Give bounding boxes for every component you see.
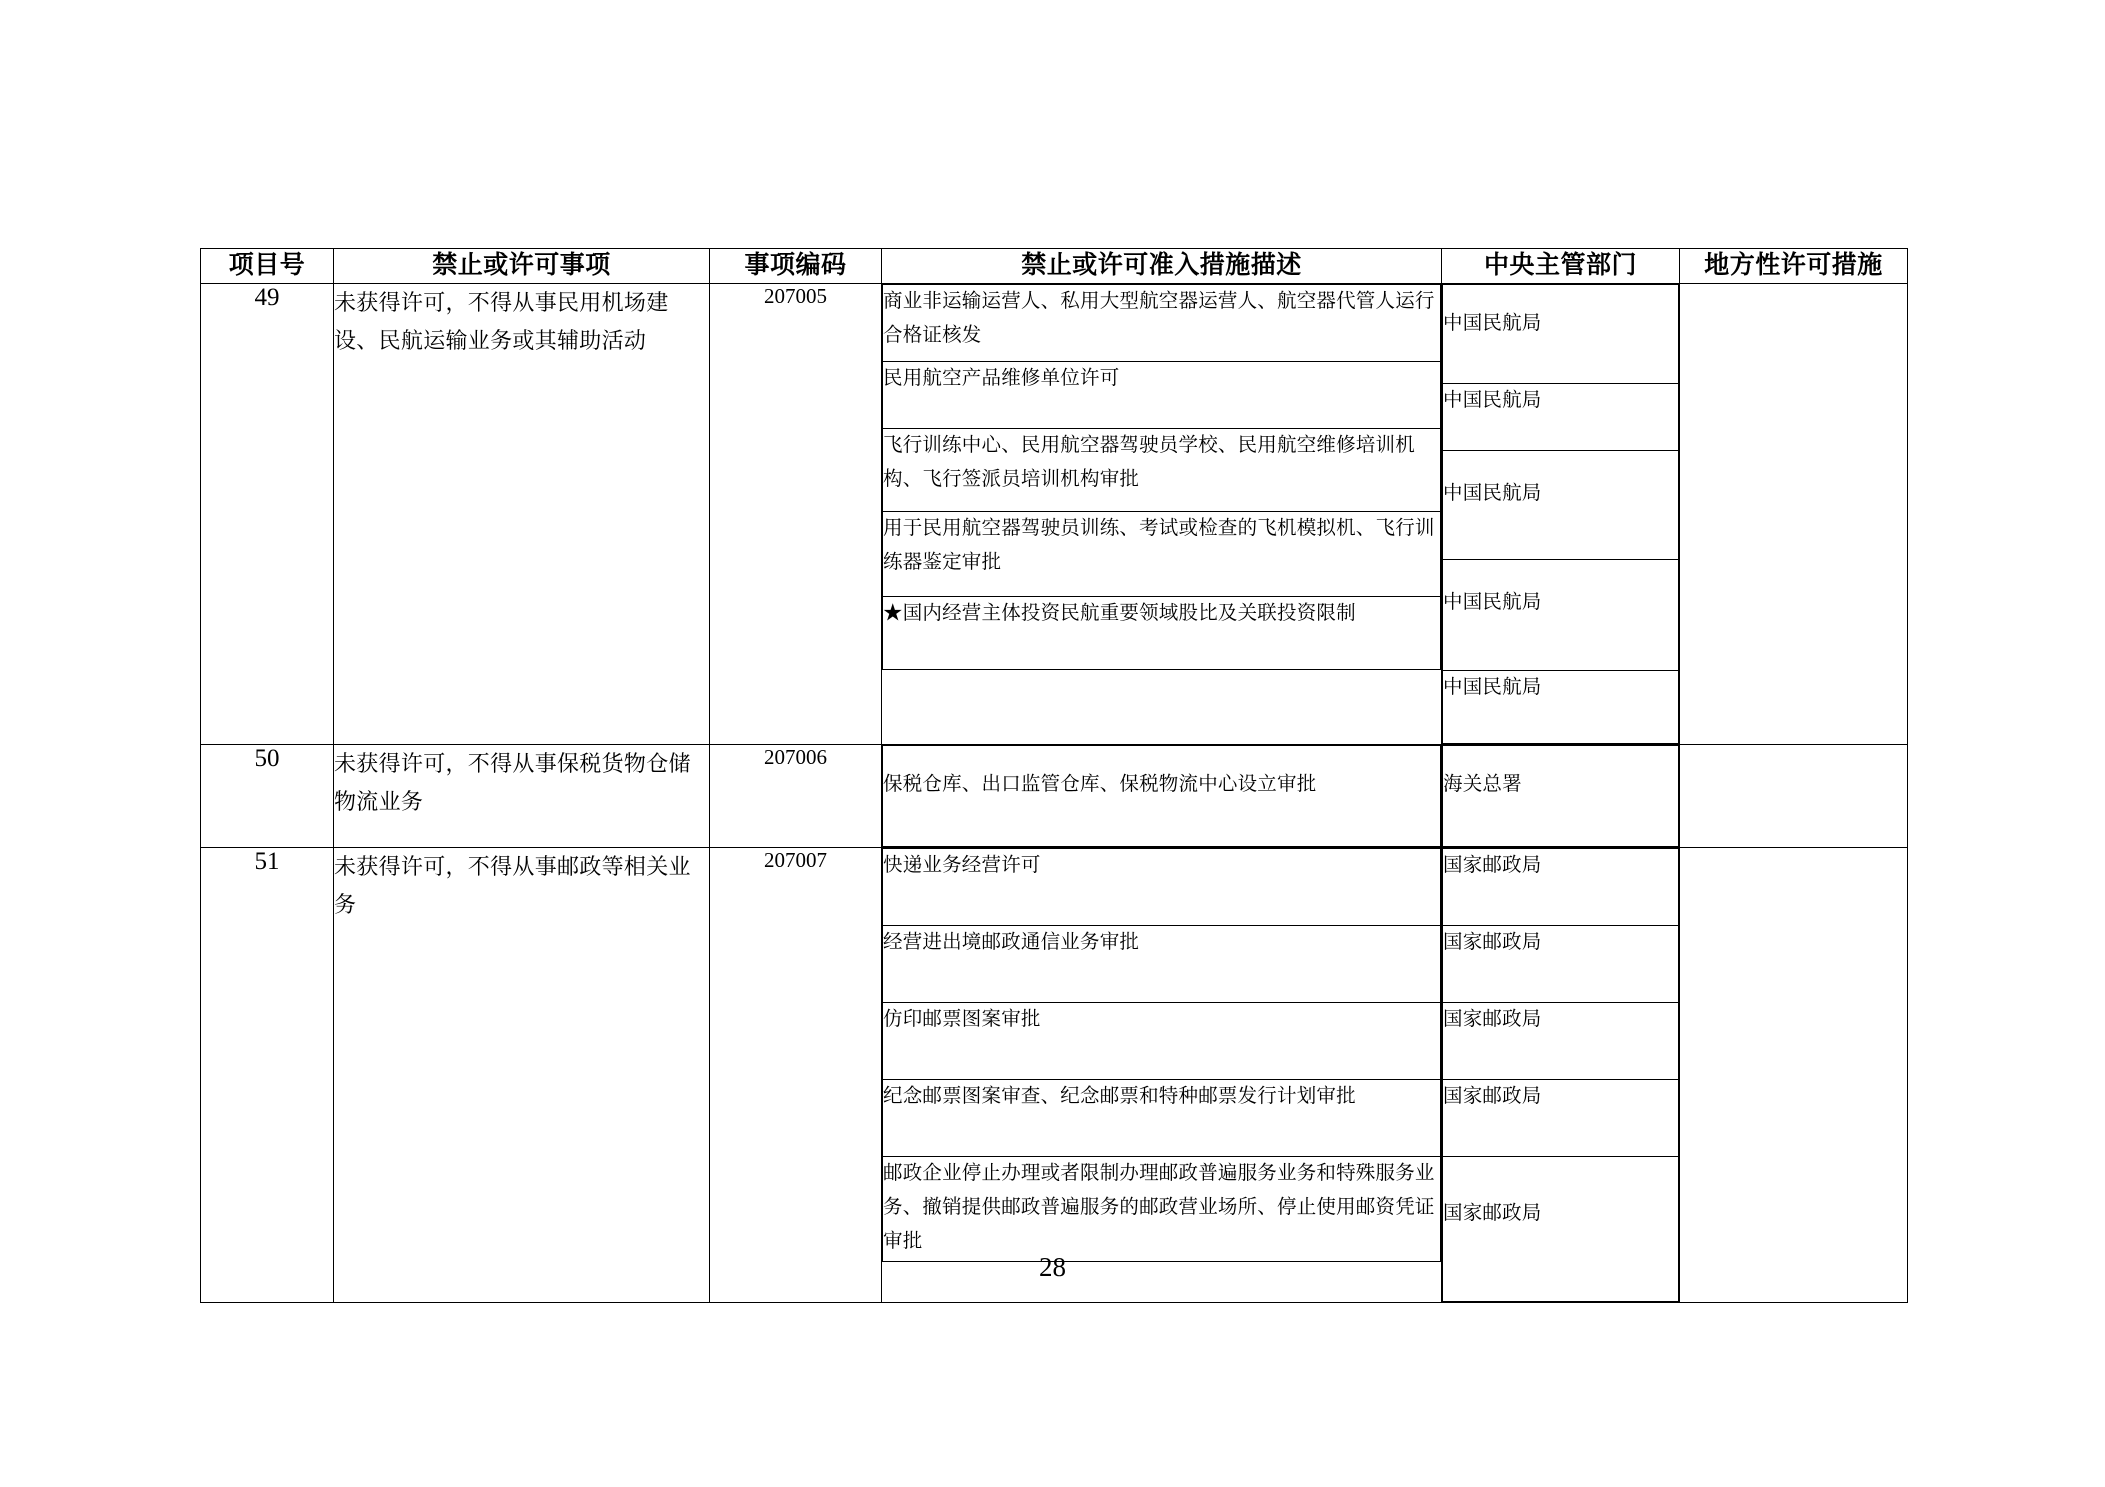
- row-departments: [1442, 744, 1680, 847]
- measure-description: 保税仓库、出口监管仓库、保税物流中心设立审批: [883, 745, 1441, 846]
- table-row: [201, 847, 1908, 1302]
- measure-description: 用于民用航空器驾驶员训练、考试或检查的飞机模拟机、飞行训练器鉴定审批: [883, 511, 1441, 596]
- row-number: 51: [201, 847, 334, 1302]
- measure-description: 纪念邮票图案审查、纪念邮票和特种邮票发行计划审批: [883, 1079, 1441, 1156]
- department-name: 国家邮政局: [1443, 848, 1679, 925]
- row-measure-descriptions: [882, 744, 1442, 847]
- measure-description: 邮政企业停止办理或者限制办理邮政普遍服务业务和特殊服务业务、撤销提供邮政普遍服务的邮政营业场所、停止使用邮资凭证审批: [883, 1156, 1441, 1261]
- row-departments: [1442, 283, 1680, 744]
- row-item-code: 207005: [710, 283, 882, 744]
- measure-description: 飞行训练中心、民用航空器驾驶员学校、民用航空维修培训机构、飞行签派员培训机构审批: [883, 428, 1441, 511]
- measure-description: ★国内经营主体投资民航重要领域股比及关联投资限制: [883, 596, 1441, 669]
- department-name: 国家邮政局: [1443, 925, 1679, 1002]
- row-item-code: 207007: [710, 847, 882, 1302]
- department-name: 中国民航局: [1443, 450, 1679, 559]
- page-number: 28: [1039, 1252, 1066, 1282]
- row-local-measures: [1680, 283, 1908, 744]
- measures-table-container: [200, 248, 1907, 1303]
- header-item-code: 事项编码: [710, 249, 882, 284]
- row-measure-descriptions: [882, 283, 1442, 744]
- department-name: 海关总署: [1443, 745, 1679, 846]
- table-row: [201, 744, 1908, 847]
- row-number: 50: [201, 744, 334, 847]
- measure-description: 仿印邮票图案审批: [883, 1002, 1441, 1079]
- header-local-permit-measures: 地方性许可措施: [1680, 249, 1908, 284]
- row-item-code: 207006: [710, 744, 882, 847]
- header-measure-description: 禁止或许可准入措施描述: [882, 249, 1442, 284]
- measure-description: 经营进出境邮政通信业务审批: [883, 925, 1441, 1002]
- row-local-measures: [1680, 847, 1908, 1302]
- row-item-text: 未获得许可，不得从事保税货物仓储物流业务: [334, 744, 710, 847]
- row-departments: [1442, 847, 1680, 1302]
- measure-description: 商业非运输运营人、私用大型航空器运营人、航空器代管人运行合格证核发: [883, 284, 1441, 361]
- department-name: 中国民航局: [1443, 383, 1679, 450]
- table-header-row: [201, 249, 1908, 284]
- department-name: 中国民航局: [1443, 559, 1679, 670]
- row-number: 49: [201, 283, 334, 744]
- row-local-measures: [1680, 744, 1908, 847]
- row-item-text: 未获得许可，不得从事邮政等相关业务: [334, 847, 710, 1302]
- table-row: [201, 283, 1908, 744]
- department-name: 国家邮政局: [1443, 1156, 1679, 1301]
- department-name: 中国民航局: [1443, 284, 1679, 383]
- measure-description: 快递业务经营许可: [883, 848, 1441, 925]
- header-prohibited-or-permitted-item: 禁止或许可事项: [334, 249, 710, 284]
- row-measure-descriptions: [882, 847, 1442, 1302]
- department-name: 国家邮政局: [1443, 1002, 1679, 1079]
- header-item-number: 项目号: [201, 249, 334, 284]
- measure-description: 民用航空产品维修单位许可: [883, 361, 1441, 428]
- header-central-authority: 中央主管部门: [1442, 249, 1680, 284]
- department-name: 中国民航局: [1443, 670, 1679, 743]
- department-name: 国家邮政局: [1443, 1079, 1679, 1156]
- row-item-text: 未获得许可，不得从事民用机场建设、民航运输业务或其辅助活动: [334, 283, 710, 744]
- measures-table: [200, 248, 1908, 1303]
